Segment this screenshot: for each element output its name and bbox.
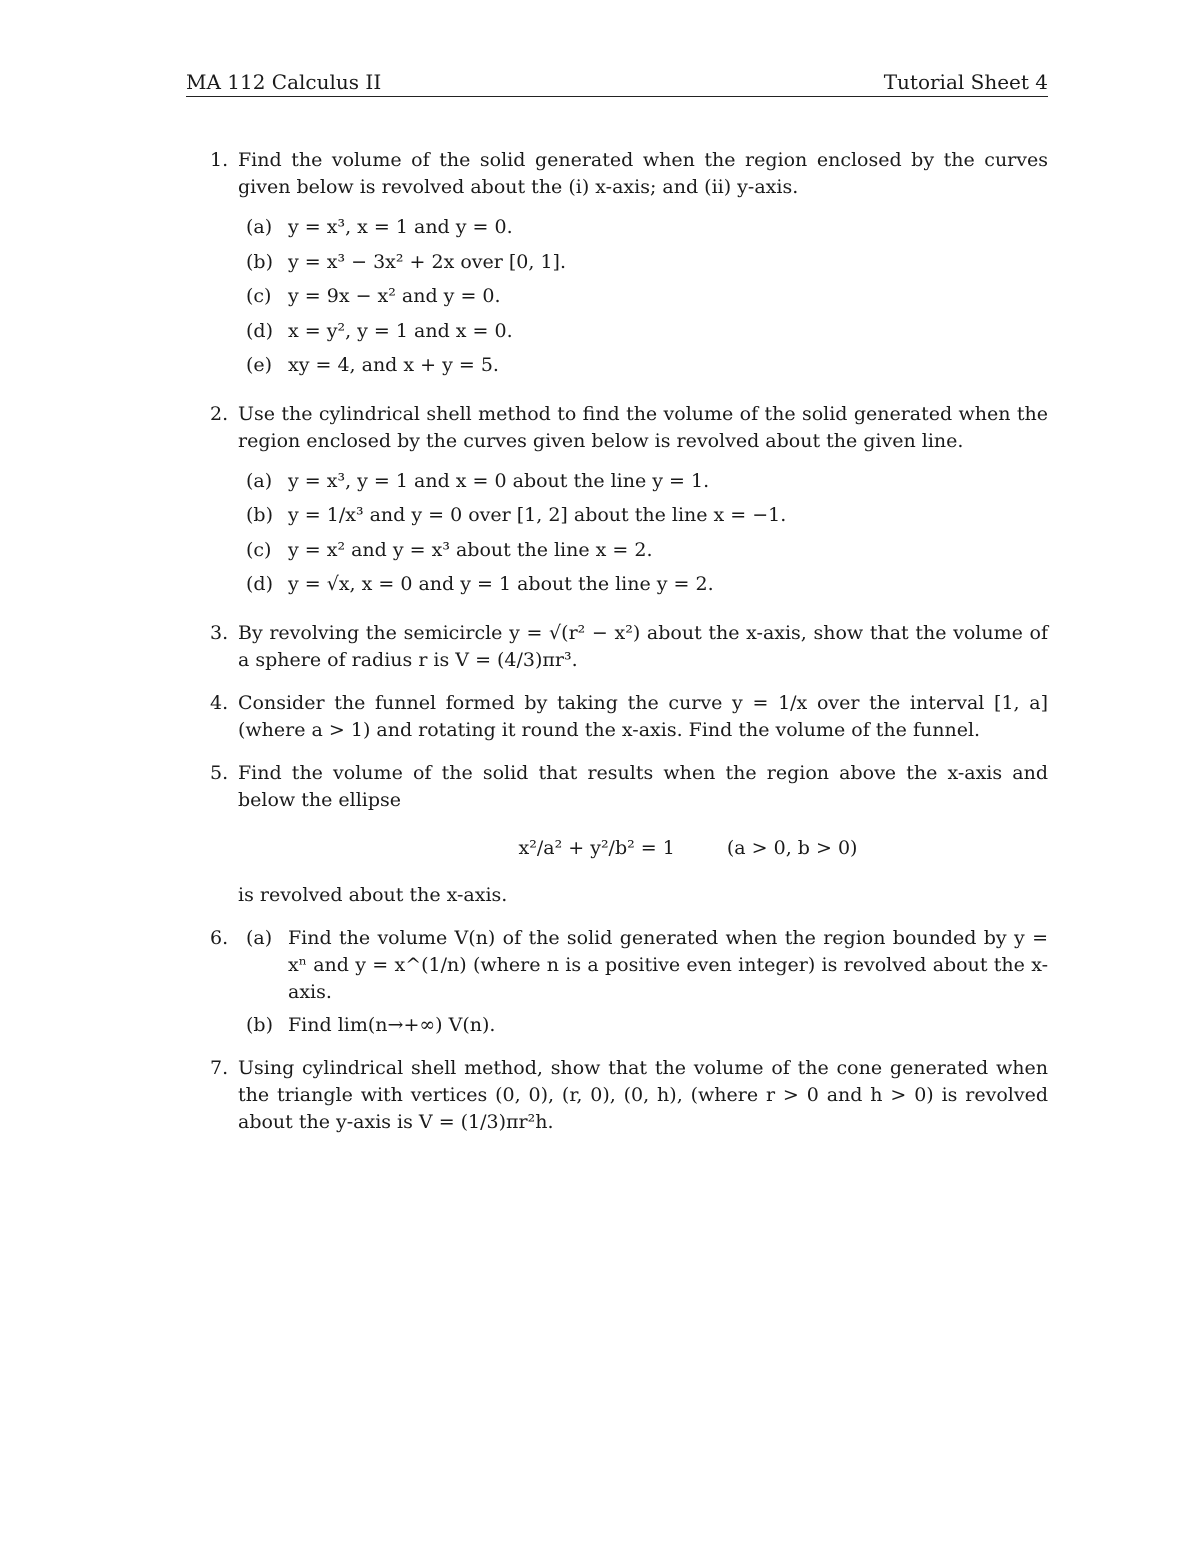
problem-parts xyxy=(238,212,1048,385)
part-label: (b) xyxy=(246,250,273,273)
part-label: (d) xyxy=(246,573,273,595)
course-title: MA 112 Calculus II xyxy=(186,70,382,94)
problem-number: 2. xyxy=(210,402,229,425)
problem-number: 5. xyxy=(210,761,229,784)
problem-number: 3. xyxy=(210,621,229,644)
part-c xyxy=(238,535,1048,570)
part-d xyxy=(238,316,1048,351)
problem-number: 1. xyxy=(210,149,229,171)
problem-text: Using cylindrical shell method, show that the volume of the cone generated when the triangle with vertices (0, 0), (r, 0), (0, h), (where r > 0 and h > 0) is revolved about the y-axis is V = (1/3)πr²h. xyxy=(238,1056,1048,1133)
part-text: xy = 4, and x + y = 5. xyxy=(288,354,499,376)
part-a xyxy=(238,925,1048,1006)
equation-text: x²/a² + y²/b² = 1 xyxy=(518,836,675,859)
part-label: (b) xyxy=(246,1013,273,1036)
problem-number: 6. xyxy=(210,926,229,949)
problem-parts xyxy=(238,466,1048,604)
part-text: y = x³, x = 1 and y = 0. xyxy=(288,216,513,238)
part-text: y = x² and y = x³ about the line x = 2. xyxy=(288,538,653,561)
problem-text: Find the volume of the solid that results when the region above the x-axis and below the ellipse xyxy=(238,761,1048,811)
part-a xyxy=(238,212,1048,247)
part-label: (a) xyxy=(246,469,273,492)
part-text: y = x³, y = 1 and x = 0 about the line y = 1. xyxy=(288,469,710,492)
page-header xyxy=(186,68,1048,97)
problem-number: 4. xyxy=(210,691,229,714)
problem-7 xyxy=(186,1055,1048,1136)
part-text: y = 1/x³ and y = 0 over [1, 2] about the line x = −1. xyxy=(288,504,787,526)
problem-5 xyxy=(186,760,1048,909)
problem-text: By revolving the semicircle y = √(r² − x²) about the x-axis, show that the volume of a sphere of radius r is V = (4/3)πr³. xyxy=(238,621,1048,671)
part-label: (a) xyxy=(246,216,273,238)
part-b xyxy=(238,247,1048,282)
part-a xyxy=(238,466,1048,501)
part-text: x = y², y = 1 and x = 0. xyxy=(288,319,513,342)
part-label: (a) xyxy=(246,926,273,949)
problem-1 xyxy=(186,147,1048,385)
equation-condition: (a > 0, b > 0) xyxy=(726,836,858,859)
problem-text: Consider the funnel formed by taking the curve y = 1/x over the interval [1, a] (where a > 1) and rotating it round the x-axis. Find the volume of the funnel. xyxy=(238,691,1048,741)
ellipse-equation xyxy=(238,818,1048,878)
problem-2 xyxy=(186,401,1048,604)
problem-text-after: is revolved about the x-axis. xyxy=(238,883,508,906)
problem-text: Use the cylindrical shell method to find the volume of the solid generated when the region enclosed by the curves given below is revolved about the given line. xyxy=(238,402,1048,452)
part-e xyxy=(238,350,1048,385)
part-b xyxy=(238,500,1048,535)
problem-3 xyxy=(186,620,1048,674)
part-text: Find lim(n→+∞) V(n). xyxy=(288,1013,496,1036)
part-text: y = 9x − x² and y = 0. xyxy=(288,285,501,307)
problem-number: 7. xyxy=(210,1056,229,1079)
part-d xyxy=(238,569,1048,604)
part-text: Find the volume V(n) of the solid generated when the region bounded by y = xⁿ and y = x^(1/n) (where n is a positive even integer) is revolved about the x-axis. xyxy=(288,926,1048,1003)
part-label: (d) xyxy=(246,319,273,342)
part-label: (e) xyxy=(246,354,273,376)
sheet-title: Tutorial Sheet 4 xyxy=(883,70,1048,94)
part-text: y = x³ − 3x² + 2x over [0, 1]. xyxy=(288,250,566,273)
part-c xyxy=(238,281,1048,316)
part-b xyxy=(238,1012,1048,1039)
problem-text: Find the volume of the solid generated when the region enclosed by the curves given below is revolved about the (i) x-axis; and (ii) y-axis. xyxy=(238,149,1048,198)
problem-6 xyxy=(186,925,1048,1039)
part-label: (c) xyxy=(246,285,272,307)
problem-list xyxy=(186,147,1048,1152)
part-label: (c) xyxy=(246,538,272,561)
part-text: y = √x, x = 0 and y = 1 about the line y = 2. xyxy=(288,573,714,595)
problem-4 xyxy=(186,690,1048,744)
part-label: (b) xyxy=(246,504,273,526)
problem-parts xyxy=(238,925,1048,1039)
